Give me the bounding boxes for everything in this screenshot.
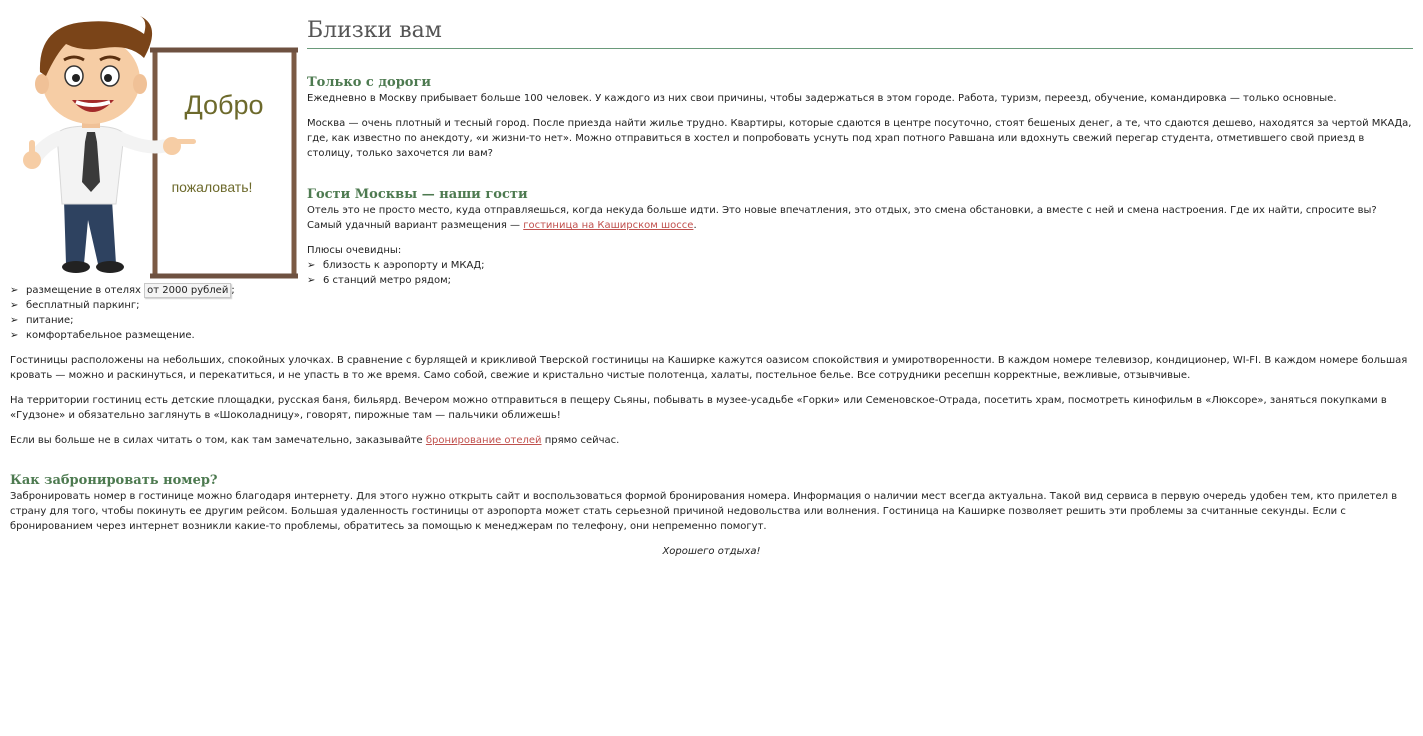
list-item-text: 6 станций метро рядом; — [323, 275, 451, 286]
welcome-illustration — [12, 14, 298, 280]
hotel-kashirskoe-link[interactable]: гостиница на Каширском шоссе — [523, 220, 694, 231]
body-paragraph-3-text: Если вы больше не в силах читать о том, как там замечательно, заказывайте — [10, 435, 426, 446]
section-heading-booking: Как забронировать номер? — [10, 473, 218, 488]
list-item-text: питание; — [26, 315, 74, 326]
body-paragraph-3 — [10, 433, 1413, 448]
businessman-board-image — [12, 14, 298, 280]
guests-paragraph-1 — [307, 203, 1413, 233]
pluses-intro: Плюсы очевидны: — [307, 245, 402, 256]
lower-content — [10, 283, 1413, 559]
list-item-text: бесплатный паркинг; — [26, 300, 140, 311]
welcome-board — [155, 50, 294, 276]
board-text-large: Добро — [184, 90, 264, 120]
section-heading-road: Только с дороги — [307, 75, 432, 90]
page-title: Близки вам — [307, 18, 1413, 49]
booking-paragraph: Забронировать номер в гостинице можно благодаря интернету. Для этого нужно открыть сайт и воспользоваться формой бронирования номера. Информация о наличии мест всегда актуальна. Такой вид сервиса в первую очередь удобен тем, кто прилетел в страну для того, чтобы покинуть ее другим рейсом. Большая удаленность гостиницы от аэропорта может стать серьезной причиной недовольства или волнения. Гостиница на Каширке позволяет решить эти проблемы за считанные секунды. Если с бронированием через интернет возникли какие-то проблемы, обратитесь за помощью к менеджерам по телефону, они непременно помогут. — [10, 491, 1398, 532]
list-item — [10, 313, 1413, 328]
arrow-bullet-icon: ➢ — [10, 315, 19, 326]
road-paragraph-2: Москва — очень плотный и тесный город. После приезда найти жилье трудно. Квартиры, которые сдаются в центре посуточно, стоят бешеных денег, а те, что сдаются дешево, находятся за чертой МКАДа, где, как известно по анекдоту, «и жизни-то нет». Можно отправиться в хостел и попробовать уснуть под храп потного Равшана или вдохнуть свежий перегар студента, отметившего свой приезд в столицу, только захочется ли вам? — [307, 118, 1412, 159]
guests-paragraph-1-text: Отель это не просто место, куда отправляешься, когда некуда больше идти. Это новые впечатления, это отдых, это смена обстановки, а вместе с ней и смена настроения. Где их найти, спросите вы? Самый удачный вариант размещения — — [307, 205, 1377, 231]
list-item-suffix: ; — [231, 285, 235, 296]
body-paragraph-3-end: прямо сейчас. — [541, 435, 620, 446]
main-content — [307, 18, 1413, 288]
list-item-text: размещение в отелях — [26, 285, 145, 296]
hotel-booking-link[interactable]: бронирование отелей — [425, 435, 542, 446]
list-item — [10, 283, 1413, 298]
list-item-text: комфортабельное размещение. — [26, 330, 195, 341]
arrow-bullet-icon: ➢ — [10, 330, 19, 341]
closing-text: Хорошего отдыха! — [662, 546, 761, 557]
list-item — [10, 298, 1413, 313]
road-paragraph-1: Ежедневно в Москву прибывает больше 100 человек. У каждого из них свои причины, чтобы задержаться в этом городе. Работа, туризм, переезд, обучение, командировка — только основные. — [307, 93, 1337, 104]
list-item — [10, 328, 1413, 343]
list-item — [307, 258, 1413, 273]
section-heading-guests: Гости Москвы — наши гости — [307, 187, 528, 202]
board-text-small: пожаловать! — [171, 179, 253, 195]
pluses-list-b — [10, 283, 1413, 343]
body-paragraph-1: Гостиницы расположены на небольших, спокойных улочках. В сравнение с бурлящей и крикливой Тверской гостиницы на Каширке кажутся оазисом спокойствия и умиротворенности. В каждом номере телевизор, кондиционер, WI-FI. В каждом номере большая кровать — можно и раскинуться, и перекатиться, и не упасть в то же время. Само собой, свежие и кристально чистые полотенца, халаты, постельное белье. Все сотрудники ресепшн корректные, вежливые, отзывчивые. — [10, 355, 1408, 381]
list-item-text: близость к аэропорту и МКАД; — [323, 260, 485, 271]
arrow-bullet-icon: ➢ — [307, 275, 316, 286]
arrow-bullet-icon: ➢ — [307, 260, 316, 271]
guests-paragraph-1-end: . — [693, 220, 697, 231]
price-badge: от 2000 рублей — [144, 283, 231, 298]
body-paragraph-2: На территории гостиниц есть детские площадки, русская баня, бильярд. Вечером можно отправиться в пещеру Сьяны, побывать в музее-усадьбе «Горки» или Семеновское-Отрада, посетить храм, посмотреть кинофильм в «Люксоре», заняться покупками в «Гудзоне» и обязательно заглянуть в «Шоколадницу», говорят, пирожные там — пальчики оближешь! — [10, 395, 1387, 421]
arrow-bullet-icon: ➢ — [10, 285, 19, 296]
arrow-bullet-icon: ➢ — [10, 300, 19, 311]
